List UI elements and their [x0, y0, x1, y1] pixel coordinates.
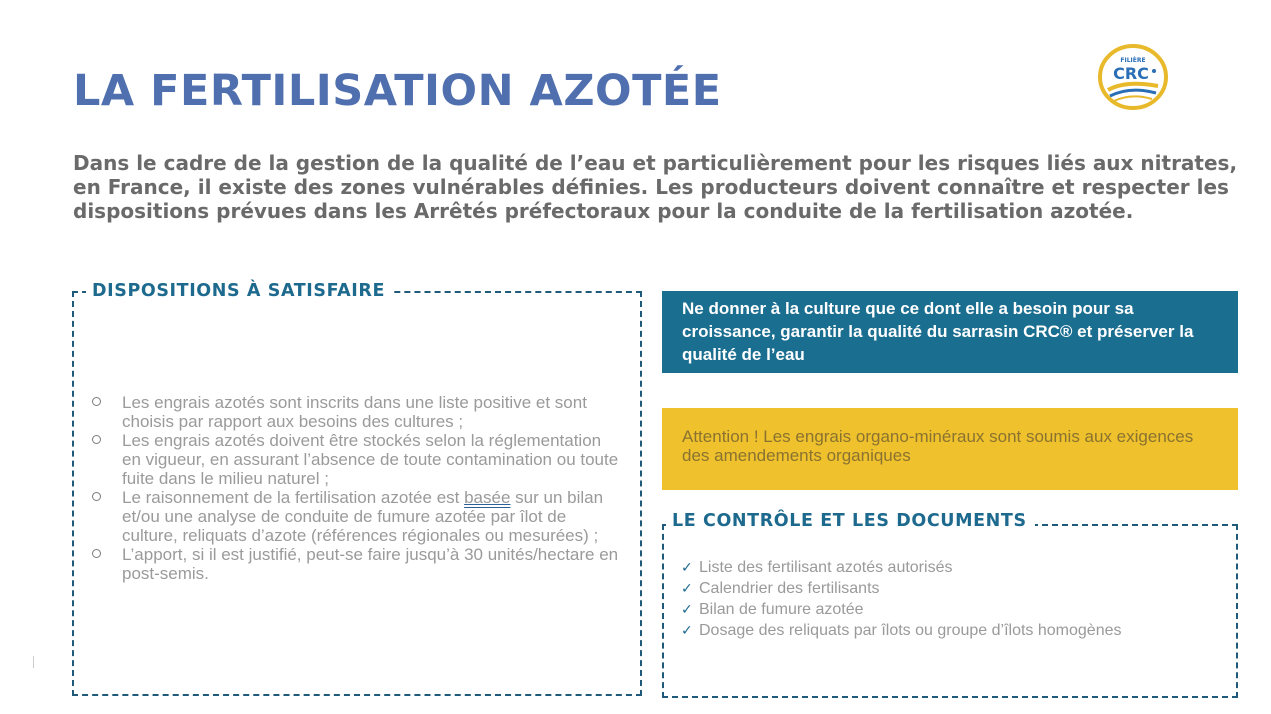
controle-checklist: [681, 557, 1121, 641]
circle-bullet-icon: [92, 397, 101, 406]
list-item: ✓ Dosage des reliquats par îlots ou groupe d’îlots homogènes: [681, 622, 1122, 639]
check-icon: ✓: [681, 580, 693, 596]
list-item: Les engrais azotés sont inscrits dans une liste positive et sont choisis par rapport aux besoins des cultures ;: [92, 393, 622, 431]
controle-heading: LE CONTRÔLE ET LES DOCUMENTS: [666, 511, 1035, 531]
check-icon: ✓: [681, 601, 693, 617]
logo-top-text: FILIÈRE: [1120, 57, 1146, 64]
list-item: ✓ Bilan de fumure azotée: [681, 601, 864, 618]
intro-paragraph: Dans le cadre de la gestion de la qualité de l’eau et particulièrement pour les risques liés aux nitrates, en France, il existe des zones vulnérables définies. Les producteurs doivent connaître et respecter les dispositions prévues dans les Arrêtés préfectoraux pour la conduite de la fertilisation azotée.: [73, 151, 1238, 223]
list-item: ✓ Liste des fertilisant azotés autorisés: [681, 559, 953, 576]
logo-brand: CRC: [1113, 64, 1149, 83]
warning-banner: Attention ! Les engrais organo-minéraux sont soumis aux exigences des amendements organiques: [662, 408, 1238, 490]
spellcheck-underlined-word: basée: [464, 488, 511, 507]
list-item: Les engrais azotés doivent être stockés selon la réglementation en vigueur, en assurant l’absence de toute contamination ou toute fuite dans le milieu naturel ;: [92, 431, 622, 488]
page-title: LA FERTILISATION AZOTÉE: [73, 66, 722, 116]
dispositions-list: [92, 393, 622, 583]
objective-banner: Ne donner à la culture que ce dont elle a besoin pour sa croissance, garantir la qualité du sarrasin CRC® et préserver la qualité de l’eau: [662, 291, 1238, 373]
crc-logo: [1096, 42, 1170, 112]
circle-bullet-icon: [92, 549, 101, 558]
circle-bullet-icon: [92, 492, 101, 501]
list-item: L’apport, si il est justifié, peut-se faire jusqu’à 30 unités/hectare en post-semis.: [92, 545, 622, 583]
check-icon: ✓: [681, 622, 693, 638]
list-item: Le raisonnement de la fertilisation azotée est basée sur un bilan et/ou une analyse de conduite de fumure azotée par îlot de culture, reliquats d’azote (références régionales ou mesurées) ;: [92, 488, 622, 545]
dispositions-heading: DISPOSITIONS À SATISFAIRE: [86, 281, 393, 301]
circle-bullet-icon: [92, 435, 101, 444]
check-icon: ✓: [681, 559, 693, 575]
list-item: ✓ Calendrier des fertilisants: [681, 580, 880, 597]
slide-edge-mark: [33, 656, 34, 668]
